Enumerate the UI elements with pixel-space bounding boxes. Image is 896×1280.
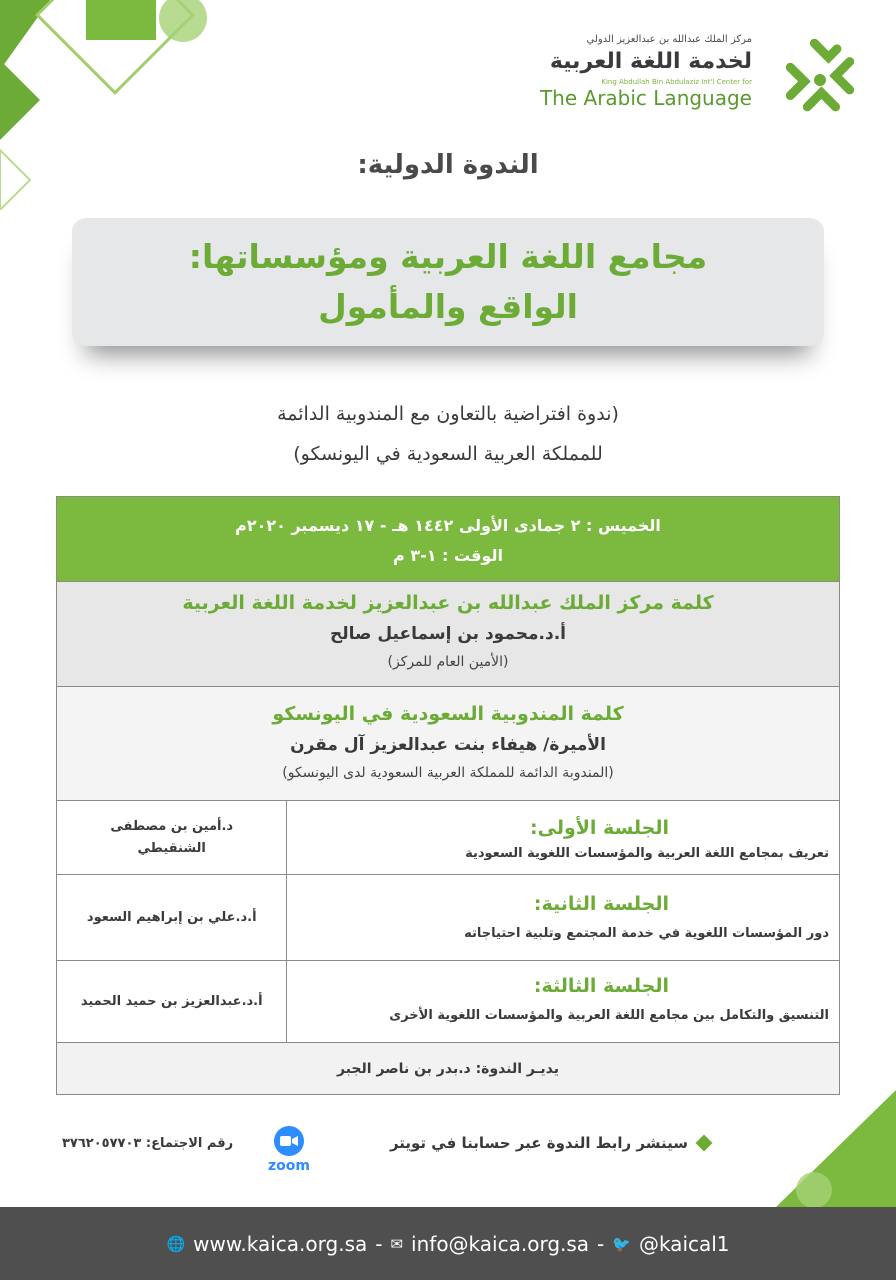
session-speaker (57, 801, 286, 874)
footer-bar (0, 1207, 896, 1280)
globe-icon: 🌐 (166, 1234, 186, 1253)
speech-row-unesco (57, 686, 839, 800)
date-row (57, 497, 839, 581)
footer-email[interactable]: info@kaica.org.sa (411, 1231, 590, 1256)
session-title: الجلسة الثالثة: (533, 975, 669, 997)
footer-website[interactable]: www.kaica.org.sa (193, 1231, 368, 1256)
subtitle-line-1: (ندوة افتراضية بالتعاون مع المندوبية الدائمة (277, 403, 619, 425)
session-description: تعريف بمجامع اللغة العربية والمؤسسات اللغوية السعودية (465, 846, 829, 861)
speaker-role: (المندوبة الدائمة للمملكة العربية السعودية لدى اليونسكو) (282, 765, 614, 781)
org-name-arabic: لخدمة اللغة العربية (549, 49, 752, 74)
zoom-label: zoom (268, 1158, 310, 1174)
session-title: الجلسة الأولى: (530, 817, 669, 839)
speaker-role: (الأمين العام للمركز) (387, 654, 509, 670)
subtitle-line-2: للمملكة العربية السعودية في اليونسكو) (293, 443, 603, 465)
twitter-icon: 🐦 (612, 1234, 631, 1253)
zoom-logo (262, 1126, 316, 1174)
email-icon: ✉ (390, 1234, 404, 1253)
twitter-note-text: سينشر رابط الندوة عبر حسابنا في تويتر (389, 1134, 688, 1152)
meeting-id (62, 1136, 233, 1151)
event-title-line-1: مجامع اللغة العربية ومؤسساتها: (188, 237, 708, 276)
session-speaker-line-1: د.أمين بن مصطفى (110, 818, 234, 834)
speech-title: كلمة مركز الملك عبدالله بن عبدالعزيز لخدمة اللغة العربية (182, 592, 714, 614)
session-description: دور المؤسسات اللغوية في خدمة المجتمع وتلبية احتياجاته (464, 926, 829, 941)
corner-decoration-bottom-right (746, 1090, 896, 1207)
event-title-box (72, 218, 824, 346)
org-logo (532, 28, 872, 138)
diamond-bullet-icon (696, 1135, 713, 1152)
event-label: الندوة الدولية: (357, 150, 539, 180)
zoom-camera-icon (274, 1126, 304, 1156)
session-speaker-line-1: أ.د.عبدالعزيز بن حميد الحميد (80, 993, 263, 1009)
org-name-english: The Arabic Language (539, 86, 752, 110)
org-name-english-small: King Abdullah Bin Abdulaziz Int'l Center for (601, 78, 752, 86)
speech-title: كلمة المندوبية السعودية في اليونسكو (272, 703, 624, 725)
session-speaker-line-1: أ.د.علي بن إبراهيم السعود (86, 909, 257, 925)
session-speaker-line-2: الشنقيطي (137, 840, 206, 856)
footer-twitter[interactable]: @kaical1 (638, 1231, 730, 1256)
meeting-id-label: رقم الاجتماع: (145, 1136, 234, 1151)
org-name-small: مركز الملك عبدالله بن عبدالعزيز الدولي (586, 34, 752, 45)
speaker-name: أ.د.محمود بن إسماعيل صالح (330, 624, 566, 644)
speech-row-center (57, 581, 839, 686)
footer-separator: - (597, 1231, 605, 1256)
event-subtitle (0, 394, 896, 474)
footer-separator: - (375, 1231, 383, 1256)
schedule-table (56, 496, 840, 1095)
event-time: الوقت : ١-٣ م (393, 546, 503, 565)
session-speaker (57, 875, 286, 960)
session-speaker (57, 961, 286, 1042)
event-date: الخميس : ٢ جمادى الأولى ١٤٤٢ هـ - ١٧ ديسمبر ٢٠٢٠م (235, 516, 661, 535)
arabic-calligraphy-logo-icon (768, 28, 872, 132)
moderator-row: يديـر الندوة: د.بدر بن ناصر الجبر (57, 1042, 839, 1094)
speaker-name: الأميرة/ هيفاء بنت عبدالعزيز آل مقرن (290, 735, 606, 755)
session-row-1 (57, 800, 839, 874)
session-row-2 (57, 874, 839, 960)
event-title-line-2: الواقع والمأمول (318, 287, 578, 326)
session-description: التنسيق والتكامل بين مجامع اللغة العربية والمؤسسات اللغوية الأخرى (389, 1008, 829, 1023)
meeting-id-value: ٣٧٦٢٠٥٧٧٠٣ (62, 1136, 142, 1151)
twitter-link-note (390, 1134, 710, 1152)
session-title: الجلسة الثانية: (533, 893, 669, 915)
session-row-3 (57, 960, 839, 1042)
